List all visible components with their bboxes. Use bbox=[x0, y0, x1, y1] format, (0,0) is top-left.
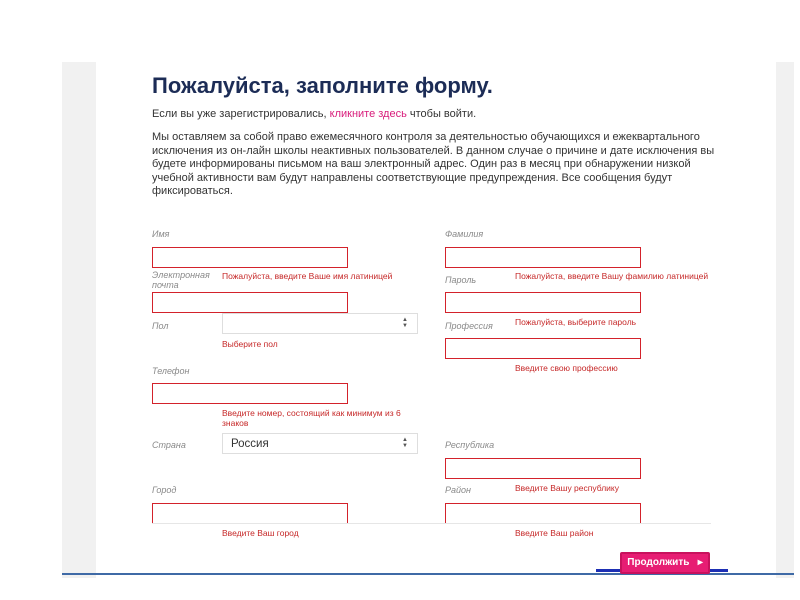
profession-error: Введите свою профессию bbox=[515, 363, 618, 373]
country-label: Страна bbox=[152, 440, 186, 450]
continue-label: Продолжить bbox=[627, 557, 690, 568]
right-side-strip bbox=[776, 62, 794, 578]
district-error: Введите Ваш район bbox=[515, 528, 594, 538]
city-label: Город bbox=[152, 485, 177, 495]
last-name-label: Фамилия bbox=[445, 229, 484, 239]
email-input[interactable] bbox=[152, 292, 348, 313]
profession-label: Профессия bbox=[445, 321, 493, 331]
district-input[interactable] bbox=[445, 503, 641, 524]
gender-select[interactable] bbox=[222, 313, 418, 334]
first-name-label: Имя bbox=[152, 229, 170, 239]
district-label: Район bbox=[445, 485, 471, 495]
phone-label: Телефон bbox=[152, 366, 190, 376]
last-name-input[interactable] bbox=[445, 247, 641, 268]
republic-error: Введите Вашу республику bbox=[515, 483, 619, 493]
left-side-strip bbox=[62, 62, 96, 578]
email-label: Электронная почта bbox=[152, 270, 210, 290]
republic-input[interactable] bbox=[445, 458, 641, 479]
phone-input[interactable] bbox=[152, 383, 348, 404]
country-select[interactable] bbox=[222, 433, 418, 454]
continue-button[interactable] bbox=[620, 552, 710, 574]
country-value: Россия bbox=[231, 438, 269, 450]
page-title: Пожалуйста, заполните форму. bbox=[152, 73, 493, 98]
login-prompt bbox=[152, 108, 476, 120]
password-input[interactable] bbox=[445, 292, 641, 313]
gender-error: Выберите пол bbox=[222, 339, 278, 349]
login-link[interactable]: кликните здесь bbox=[329, 108, 407, 120]
republic-label: Республика bbox=[445, 440, 495, 450]
phone-error: Введите номер, состоящий как минимум из 6 знаков bbox=[222, 408, 401, 428]
policy-notice: Мы оставляем за собой право ежемесячного контроля за деятельностью обучающихся и ежеквартального исключения из он-лайн школы неактивных пользователей. В данном случае о причине и дате исключения вы будете информированы письмом на ваш электронный адрес. Один раз в месяц при обнаружении низкой учебной активности вам будут направлены соответствующие предупреждения. Все сообщения будут фиксироваться. bbox=[152, 131, 715, 197]
profession-input[interactable] bbox=[445, 338, 641, 359]
login-prompt-text: Если вы уже зарегистрировались, bbox=[152, 108, 330, 120]
login-prompt-suffix: чтобы войти. bbox=[406, 108, 477, 120]
first-name-input[interactable] bbox=[152, 247, 348, 268]
password-label: Пароль bbox=[445, 275, 477, 285]
first-name-error: Пожалуйста, введите Ваше имя латиницей bbox=[222, 271, 393, 281]
last-name-error: Пожалуйста, введите Вашу фамилию латиницей bbox=[515, 271, 709, 281]
select-arrows-icon: ▲ ▼ bbox=[402, 437, 408, 449]
form-divider bbox=[152, 523, 711, 524]
city-input[interactable] bbox=[152, 503, 348, 524]
password-error: Пожалуйста, выберите пароль bbox=[515, 317, 637, 327]
gender-label: Пол bbox=[152, 321, 169, 331]
select-arrows-icon: ▲ ▼ bbox=[402, 317, 408, 329]
city-error: Введите Ваш город bbox=[222, 528, 299, 538]
chevron-right-icon: ▸ bbox=[697, 557, 703, 568]
